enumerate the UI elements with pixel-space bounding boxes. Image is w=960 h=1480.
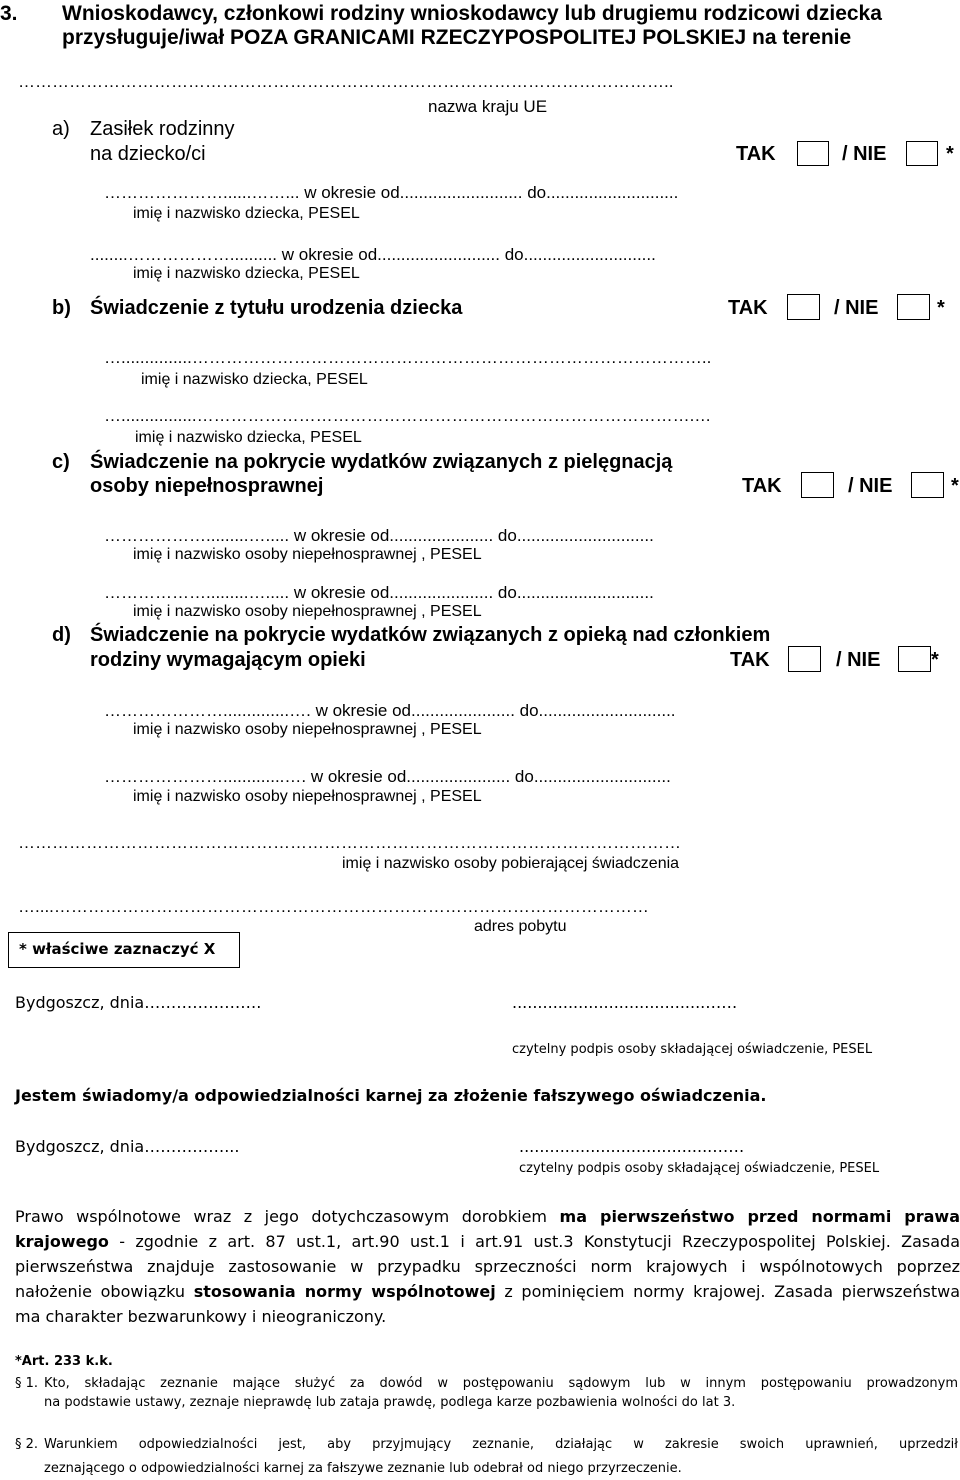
sec-c-row1-field[interactable]: ……………….........…..... w okresie od...................... do............................. (104, 526, 654, 545)
art-p2-line2: zeznającego o odpowiedzialności karnej za fałszywe zeznanie lub odebrał od niego przyrzeczenie. (44, 1461, 682, 1476)
sec-a-title2: na dziecko/ci (90, 143, 206, 165)
sec-a-star: * (946, 143, 954, 165)
sec-c-row2-label: imię i nazwisko osoby niepełnosprawnej , PESEL (133, 603, 482, 620)
sec-b-nie-checkbox[interactable] (897, 294, 930, 320)
art-title: *Art. 233 k.k. (15, 1354, 113, 1369)
sec-c-title1: Świadczenie na pokrycie wydatków związanych z pielęgnacją (90, 451, 673, 473)
sec-a-nie-checkbox[interactable] (906, 141, 938, 166)
sec-c-star: * (951, 475, 959, 497)
sec-a-title1: Zasiłek rodzinny (90, 118, 235, 140)
signature-1-field[interactable]: ......................................…… (512, 993, 738, 1012)
sec-b-title: Świadczenie z tytułu urodzenia dziecka (90, 297, 463, 319)
statement: Jestem świadomy/a odpowiedzialności karnej za złożenie fałszywego oświadczenia. (15, 1086, 767, 1105)
sec-b-letter: b) (52, 297, 71, 319)
sec-a-row1-label: imię i nazwisko dziecka, PESEL (133, 205, 360, 222)
art-p2-line1: Warunkiem odpowiedzialności jest, aby przyjmujący zeznanie, działając w zakresie swoich uprawnień, uprzedził (44, 1437, 958, 1452)
signature-1-label: czytelny podpis osoby składającej oświadczenie, PESEL (512, 1042, 873, 1057)
sec-c-tak-checkbox[interactable] (801, 472, 834, 498)
sec-b-row1-field[interactable]: …...............……………………………………………………………………………….. (104, 348, 712, 367)
sec-a-row2-label: imię i nazwisko dziecka, PESEL (133, 265, 360, 282)
art-p2-num: § 2. (15, 1437, 39, 1452)
sec-c-row1-label: imię i nazwisko osoby niepełnosprawnej , PESEL (133, 546, 482, 563)
sec-d-row2-field[interactable]: ………………….............…. w okresie od...................... do............................. (104, 767, 671, 786)
sec-d-nie-checkbox[interactable] (898, 646, 931, 672)
sec-d-row1-label: imię i nazwisko osoby niepełnosprawnej , PESEL (133, 721, 482, 738)
art-p1-num: § 1. (15, 1376, 39, 1391)
country-field[interactable]: …………………………………………………………………………………………………….. (18, 72, 674, 91)
sec-b-tak-checkbox[interactable] (787, 294, 820, 320)
recipient-label: imię i nazwisko osoby pobierającej świadczenia (342, 855, 680, 872)
sec-a-nie-label: / NIE (842, 143, 887, 165)
recipient-field[interactable]: ……………………………………………………………………………………………………… (18, 833, 681, 852)
law-line-2: krajowego - zgodnie z art. 87 ust.1, art.90 ust.1 i art.91 ust.3 Konstytucji Rzeczypospolitej Polskiej. Zasada (15, 1232, 960, 1251)
sec-c-nie-label: / NIE (848, 475, 893, 497)
section-heading-line1: Wnioskodawcy, członkowi rodziny wnioskodawcy lub drugiemu rodzicowi dziecka (62, 2, 882, 25)
sec-d-title2: rodziny wymagającym opieki (90, 649, 366, 671)
law-line-3: pierwszeństwa znajduje zastosowanie w przypadku sprzeczności norm krajowych i wspólnotowych poprzez (15, 1257, 960, 1276)
sec-c-letter: c) (52, 451, 70, 473)
country-label: nazwa kraju UE (428, 97, 548, 116)
sec-c-tak-label: TAK (742, 475, 782, 497)
section-number: 3. (0, 2, 18, 25)
sec-b-nie-label: / NIE (834, 297, 879, 319)
note-box: * właściwe zaznaczyć X (8, 932, 240, 968)
address-label: adres pobytu (474, 918, 567, 935)
sec-a-row2-field[interactable]: ........……………….......... w okresie od.......................... do............................ (90, 245, 656, 264)
section-heading-line2: przysługuje/iwał POZA GRANICAMI RZECZYPOSPOLITEJ POLSKIEJ na terenie (62, 26, 852, 49)
sec-d-nie-label: / NIE (836, 649, 881, 671)
sec-d-row2-label: imię i nazwisko osoby niepełnosprawnej , PESEL (133, 788, 482, 805)
sec-b-row1-label: imię i nazwisko dziecka, PESEL (141, 371, 368, 388)
address-field[interactable]: …....…………………………………………………………………………………………… (18, 897, 649, 916)
signature-2-field[interactable]: ......................................…… (519, 1137, 745, 1156)
signature-2-label: czytelny podpis osoby składającej oświadczenie, PESEL (519, 1161, 880, 1176)
sec-d-title1: Świadczenie na pokrycie wydatków związanych z opieką nad członkiem (90, 624, 771, 646)
sec-a-letter: a) (52, 118, 70, 140)
law-line-1: Prawo wspólnotowe wraz z jego dotychczasowym dorobkiem ma pierwszeństwo przed normami prawa (15, 1207, 960, 1226)
sec-b-tak-label: TAK (728, 297, 768, 319)
sec-b-star: * (937, 297, 945, 319)
sec-d-tak-checkbox[interactable] (788, 646, 821, 672)
sec-a-tak-label: TAK (736, 143, 776, 165)
law-line-4: nałożenie obowiązku stosowania normy wspólnotowej z pominięciem normy krajowej. Zasada pierwszeństwa (15, 1282, 960, 1301)
sec-c-row2-field[interactable]: ……………….........…..... w okresie od...................... do............................. (104, 583, 654, 602)
sec-c-title2: osoby niepełnosprawnej (90, 475, 324, 497)
sec-d-tak-label: TAK (730, 649, 770, 671)
sec-a-tak-checkbox[interactable] (797, 141, 829, 166)
place-date-1[interactable]: Bydgoszcz, dnia…………………. (15, 993, 262, 1012)
sec-a-row1-field[interactable]: …………………......……... w okresie od.......................... do............................ (104, 183, 679, 202)
art-p1-line1: Kto, składając zeznanie mające służyć za dowód w postępowaniu sądowym lub w innym postępowaniu prowadzonym (44, 1376, 958, 1391)
sec-d-letter: d) (52, 624, 71, 646)
place-date-2[interactable]: Bydgoszcz, dnia……………... (15, 1137, 240, 1156)
sec-b-row2-field[interactable]: …................…………………………………………………………………………….… (104, 406, 712, 425)
sec-b-row2-label: imię i nazwisko dziecka, PESEL (135, 429, 362, 446)
art-p1-line2: na podstawie ustawy, zeznaje nieprawdę lub zataja prawdę, podlega karze pozbawienia wolności do lat 3. (44, 1395, 736, 1410)
sec-d-row1-field[interactable]: …………………..............…. w okresie od...................... do............................. (104, 701, 676, 720)
law-line-5: ma charakter bezwarunkowy i nieograniczony. (15, 1307, 387, 1326)
sec-d-star: * (931, 649, 939, 671)
sec-c-nie-checkbox[interactable] (911, 472, 944, 498)
